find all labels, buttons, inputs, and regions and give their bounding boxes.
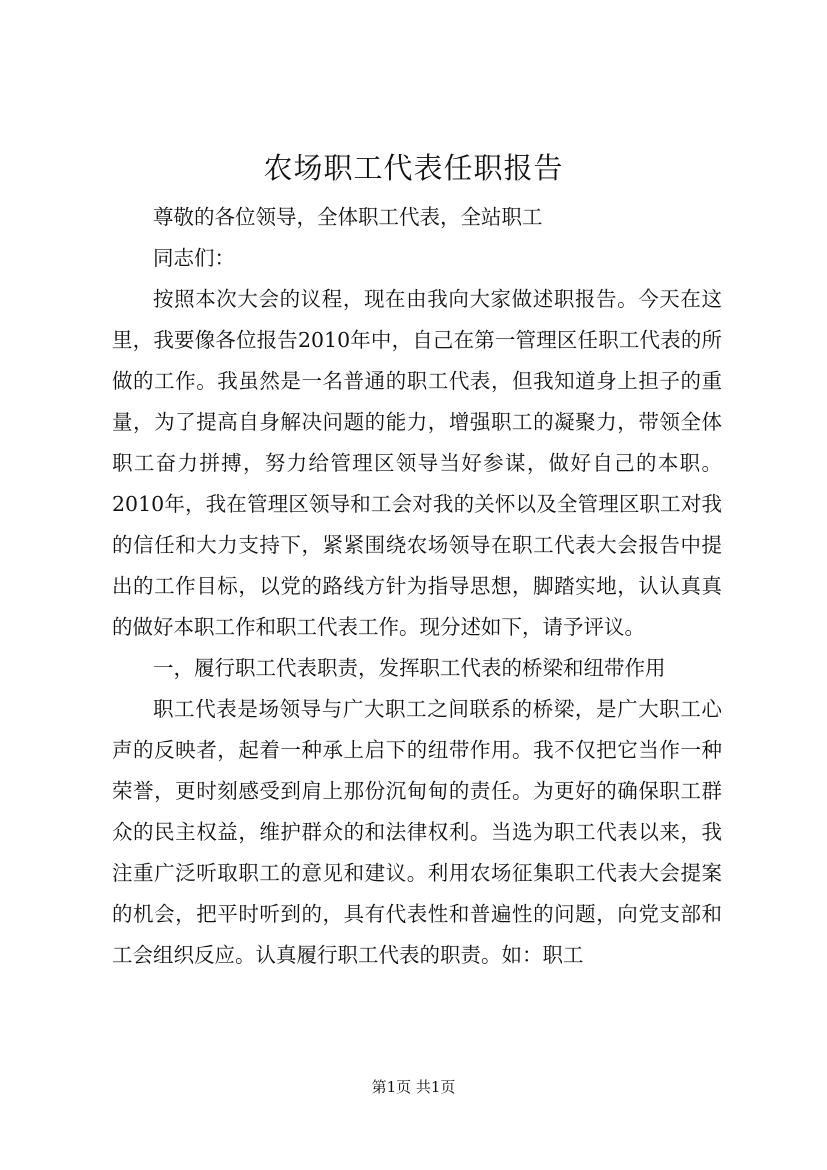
document-body bbox=[112, 197, 722, 976]
page-footer: 第1页 共1页 bbox=[371, 1078, 456, 1096]
document-title: 农场职工代表任职报告 bbox=[263, 151, 564, 185]
paragraph-section-1: 职工代表是场领导与广大职工之间联系的桥梁，是广大职工心声的反映者，起着一种承上启下的纽带作用。我不仅把它当作一种荣誉，更时刻感受到肩上那份沉甸甸的责任。为更好的确保职工群众的民主权益，维护群众的和法律权利。当选为职工代表以来，我注重广泛听取职工的意见和建议。利用农场征集职工代表大会提案的机会，把平时听到的，具有代表性和普遍性的问题，向党支部和工会组织反应。认真履行职工代表的职责。如：职工 bbox=[112, 697, 722, 967]
salutation: 尊敬的各位领导，全体职工代表，全站职工 bbox=[153, 205, 543, 229]
paragraph-intro: 按照本次大会的议程，现在由我向大家做述职报告。今天在这里，我要像各位报告2010年中，自己在第一管理区任职工代表的所做的工作。我虽然是一名普通的职工代表，但我知道身上担子的重量，为了提高自身解决问题的能力，增强职工的凝聚力，带领全体职工奋力拼搏，努力给管理区领导当好参谋，做好自己的本职。2010年，我在管理区领导和工会对我的关怀以及全管理区职工对我的信任和大力支持下，紧紧围绕农场领导在职工代表大会报告中提出的工作目标，以党的路线方针为指导思想，脚踏实地，认认真真的做好本职工作和职工代表工作。现分述如下，请予评议。 bbox=[112, 287, 722, 639]
address-line: 同志们： bbox=[153, 246, 235, 270]
section-heading-1: 一，履行职工代表职责，发挥职工代表的桥梁和纽带作用 bbox=[153, 656, 666, 680]
